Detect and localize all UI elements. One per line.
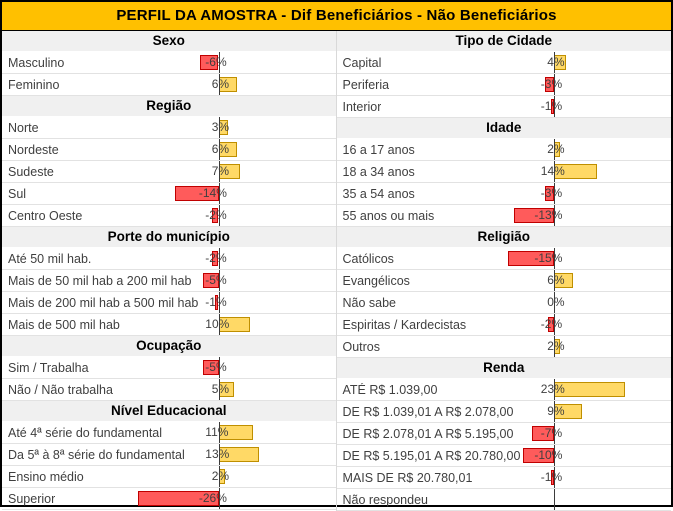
value-label: 0% xyxy=(547,295,565,309)
chart-row xyxy=(337,183,672,205)
chart-row xyxy=(2,444,336,466)
category-label: Interior xyxy=(342,99,382,114)
chart-row xyxy=(2,422,336,444)
value-label: 3% xyxy=(211,120,230,134)
category-label: Não / Não trabalha xyxy=(8,382,113,397)
chart-row xyxy=(337,489,672,511)
category-label: Católicos xyxy=(342,251,394,266)
category-label: Superior xyxy=(8,491,56,506)
value-label: -1% xyxy=(540,99,563,113)
category-label: Não sabe xyxy=(342,295,397,310)
row-plot xyxy=(186,52,336,73)
row-plot xyxy=(186,422,336,443)
value-label: 2% xyxy=(547,339,565,353)
chart-row xyxy=(2,270,336,292)
row-plot xyxy=(186,139,336,160)
chart-row xyxy=(337,161,672,183)
category-label: Outros xyxy=(342,339,381,354)
category-label: Norte xyxy=(8,120,39,135)
value-label: -14% xyxy=(198,186,227,200)
row-plot xyxy=(521,139,671,160)
value-label: -3% xyxy=(540,186,563,200)
category-label: Ensino médio xyxy=(8,469,84,484)
value-label: -26% xyxy=(198,491,227,505)
row-plot xyxy=(521,248,671,269)
section-header: Sexo xyxy=(2,31,336,52)
value-label: -6% xyxy=(205,55,227,69)
value-label: 23% xyxy=(540,382,565,396)
category-label: Centro Oeste xyxy=(8,208,83,223)
category-label: MAIS DE R$ 20.780,01 xyxy=(342,470,473,485)
row-plot xyxy=(521,74,671,95)
chart-row xyxy=(337,336,672,358)
chart-row xyxy=(337,270,672,292)
category-label: DE R$ 2.078,01 A R$ 5.195,00 xyxy=(342,426,514,441)
chart-row xyxy=(2,74,336,96)
section-header: Idade xyxy=(337,118,672,139)
section-header: Religião xyxy=(337,227,672,248)
value-label: -2% xyxy=(540,317,563,331)
chart-row xyxy=(2,161,336,183)
category-label: Não respondeu xyxy=(342,492,428,507)
section-header: Região xyxy=(2,96,336,117)
row-plot xyxy=(186,74,336,95)
category-label: Feminino xyxy=(8,77,60,92)
value-label: 6% xyxy=(211,77,230,91)
chart-row xyxy=(337,292,672,314)
chart-row xyxy=(2,379,336,401)
category-label: 16 a 17 anos xyxy=(342,142,415,157)
chart-row xyxy=(337,379,672,401)
chart-row xyxy=(337,52,672,74)
chart-row xyxy=(2,205,336,227)
row-plot xyxy=(521,401,671,422)
value-label: 7% xyxy=(211,164,230,178)
category-label: Nordeste xyxy=(8,142,59,157)
chart-column-left xyxy=(2,31,337,511)
chart-row xyxy=(2,183,336,205)
chart-row xyxy=(337,445,672,467)
row-plot xyxy=(521,379,671,400)
category-label: DE R$ 1.039,01 A R$ 2.078,00 xyxy=(342,404,514,419)
value-label: -1% xyxy=(205,295,227,309)
category-label: Evangélicos xyxy=(342,273,410,288)
value-label: 14% xyxy=(540,164,565,178)
category-label: Mais de 500 mil hab xyxy=(8,317,120,332)
chart-row xyxy=(337,423,672,445)
row-plot xyxy=(521,96,671,117)
category-label: DE R$ 5.195,01 A R$ 20.780,00 xyxy=(342,448,521,463)
chart-row xyxy=(2,139,336,161)
row-plot xyxy=(186,314,336,335)
category-label: Capital xyxy=(342,55,382,70)
chart-row xyxy=(2,314,336,336)
row-plot xyxy=(186,183,336,204)
chart-row xyxy=(2,357,336,379)
category-label: Sim / Trabalha xyxy=(8,360,89,375)
value-label: 5% xyxy=(211,382,230,396)
chart-row xyxy=(337,205,672,227)
category-label: Sudeste xyxy=(8,164,54,179)
category-label: Até 4ª série do fundamental xyxy=(8,425,163,440)
value-label: 6% xyxy=(211,142,230,156)
value-label: 2% xyxy=(547,142,565,156)
section-header: Nível Educacional xyxy=(2,401,336,422)
row-plot xyxy=(186,292,336,313)
value-label: 13% xyxy=(205,447,230,461)
category-label: Periferia xyxy=(342,77,390,92)
chart-row xyxy=(337,139,672,161)
row-plot xyxy=(186,444,336,465)
value-label: -5% xyxy=(205,360,227,374)
row-plot xyxy=(521,52,671,73)
category-label: Mais de 200 mil hab a 500 mil hab xyxy=(8,295,199,310)
row-plot xyxy=(521,423,671,444)
value-label: -3% xyxy=(540,77,563,91)
row-plot xyxy=(521,314,671,335)
row-plot xyxy=(521,445,671,466)
chart-row xyxy=(337,248,672,270)
value-label: -2% xyxy=(205,251,227,265)
category-label: Masculino xyxy=(8,55,65,70)
category-label: 18 a 34 anos xyxy=(342,164,415,179)
chart-row xyxy=(2,248,336,270)
category-label: ATÉ R$ 1.039,00 xyxy=(342,382,438,397)
value-label: 9% xyxy=(547,404,565,418)
row-plot xyxy=(186,379,336,400)
value-label: 10% xyxy=(205,317,230,331)
chart-columns xyxy=(2,31,671,511)
row-plot xyxy=(521,336,671,357)
category-label: 55 anos ou mais xyxy=(342,208,435,223)
chart-row xyxy=(337,401,672,423)
category-label: Espiritas / Kardecistas xyxy=(342,317,467,332)
row-plot xyxy=(186,357,336,378)
chart-row xyxy=(2,292,336,314)
category-label: Mais de 50 mil hab a 200 mil hab xyxy=(8,273,192,288)
row-plot xyxy=(186,488,336,509)
value-label: 6% xyxy=(547,273,565,287)
chart-row xyxy=(2,466,336,488)
section-header: Porte do município xyxy=(2,227,336,248)
row-plot xyxy=(521,183,671,204)
row-plot xyxy=(186,117,336,138)
row-plot xyxy=(186,270,336,291)
chart-row xyxy=(337,74,672,96)
category-label: 35 a 54 anos xyxy=(342,186,415,201)
row-plot xyxy=(521,467,671,488)
value-label: -2% xyxy=(205,208,227,222)
chart-row xyxy=(2,52,336,74)
chart-row xyxy=(337,467,672,489)
value-label: -7% xyxy=(540,426,563,440)
category-label: Da 5ª à 8ª série do fundamental xyxy=(8,447,185,462)
page-title: PERFIL DA AMOSTRA - Dif Beneficiários - Não Beneficiários xyxy=(2,2,671,31)
row-plot xyxy=(186,466,336,487)
chart-row xyxy=(337,314,672,336)
section-header: Ocupação xyxy=(2,336,336,357)
section-header: Renda xyxy=(337,358,672,379)
value-label: 2% xyxy=(211,469,230,483)
row-plot xyxy=(186,205,336,226)
row-plot xyxy=(521,205,671,226)
value-label: 4% xyxy=(547,55,565,69)
row-plot xyxy=(186,161,336,182)
value-label: -1% xyxy=(540,470,563,484)
chart-row xyxy=(2,117,336,139)
value-label: -5% xyxy=(205,273,227,287)
row-plot xyxy=(521,270,671,291)
value-label: 11% xyxy=(205,425,229,439)
row-plot xyxy=(186,248,336,269)
row-plot xyxy=(521,161,671,182)
row-plot xyxy=(521,292,671,313)
value-label: -10% xyxy=(534,448,563,462)
section-header: Tipo de Cidade xyxy=(337,31,672,52)
chart-row xyxy=(337,96,672,118)
category-label: Até 50 mil hab. xyxy=(8,251,92,266)
value-label: -13% xyxy=(534,208,563,222)
category-label: Sul xyxy=(8,186,27,201)
value-label: -15% xyxy=(534,251,563,265)
chart-column-right xyxy=(337,31,672,511)
